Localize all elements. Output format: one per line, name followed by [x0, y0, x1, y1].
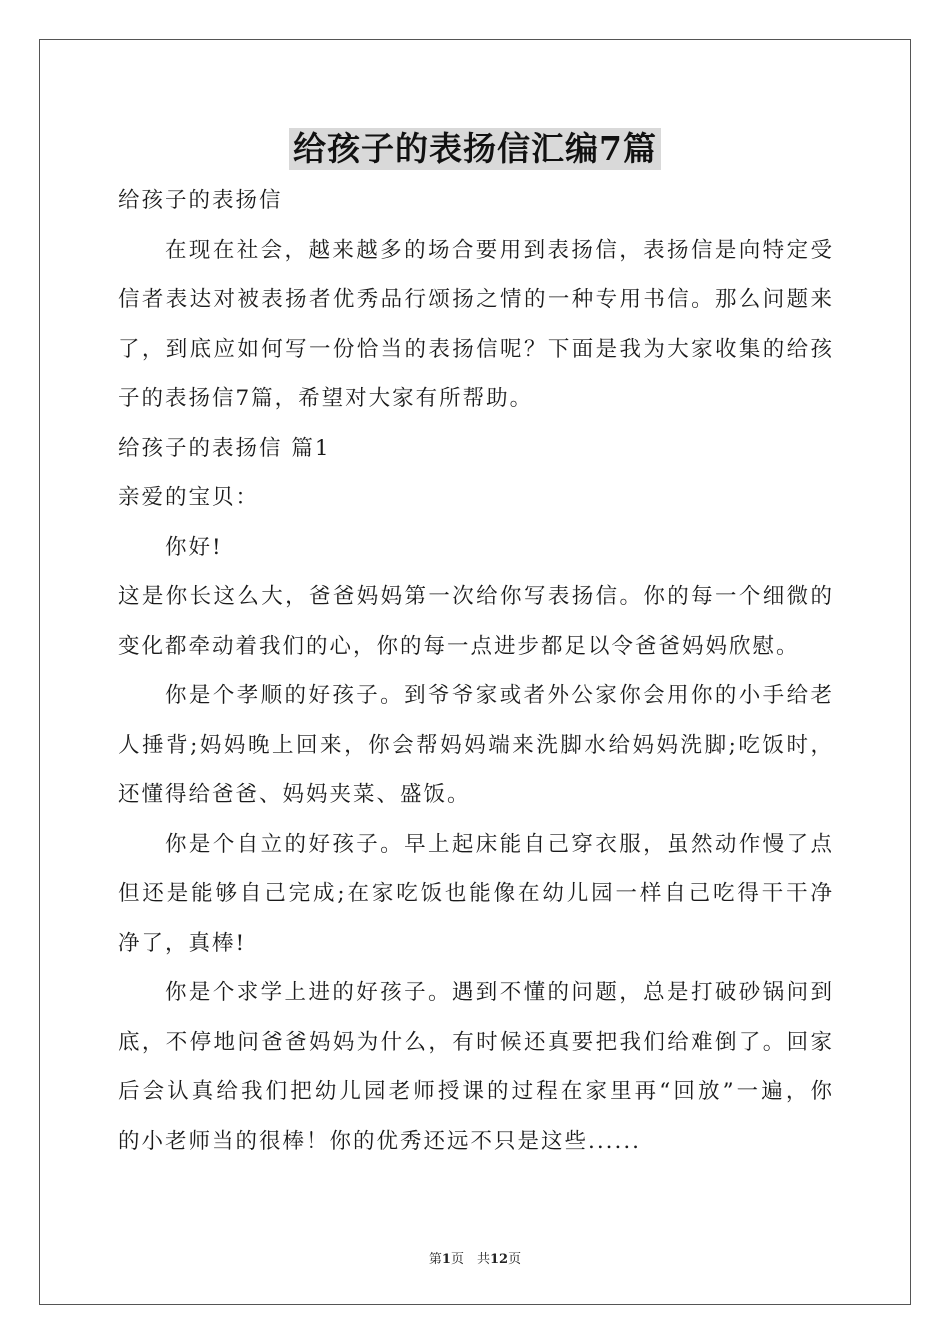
footer-mid: 页 共 — [450, 1252, 490, 1267]
text-line: 你是个求学上进的好孩子。遇到不懂的问题，总是打破砂锅问到 — [165, 980, 834, 1005]
footer-suffix: 页 — [508, 1252, 522, 1267]
text-line: 了，到底应如何写一份恰当的表扬信呢？下面是我为大家收集的给孩 — [118, 336, 834, 362]
text-line: 在现在社会，越来越多的场合要用到表扬信，表扬信是向特定受 — [165, 237, 834, 263]
text-line: 你是个自立的好孩子。早上起床能自己穿衣服，虽然动作慢了点 — [165, 831, 834, 857]
text-line: 亲爱的宝贝： — [118, 485, 260, 510]
footer-prefix: 第 — [428, 1252, 442, 1267]
document-body — [118, 176, 834, 1166]
text-line: 还懂得给爸爸、妈妈夹菜、盛饭。 — [118, 782, 471, 807]
page-footer — [0, 1248, 950, 1267]
text-line: 给孩子的表扬信 — [118, 188, 283, 213]
document-title: 给孩子的表扬信汇编7篇 — [289, 128, 661, 170]
text-line: 后会认真给我们把幼儿园老师授课的过程在家里再“回放”一遍，你 — [118, 1079, 834, 1104]
text-line: 这是你长这么大，爸爸妈妈第一次给你写表扬信。你的每一个细微的 — [118, 584, 834, 609]
text-line: 底，不停地问爸爸妈妈为什么，有时候还真要把我们给难倒了。回家 — [118, 1029, 834, 1055]
text-line: 净了，真棒! — [118, 930, 247, 956]
text-line: 但还是能够自己完成;在家吃饭也能像在幼儿园一样自己吃得干干净 — [118, 881, 834, 906]
footer-total-pages: 12 — [489, 1252, 509, 1267]
text-line: 信者表达对被表扬者优秀品行颂扬之情的一种专用书信。那么问题来 — [118, 287, 834, 312]
text-line: 人捶背;妈妈晚上回来，你会帮妈妈端来洗脚水给妈妈洗脚;吃饭时， — [118, 732, 834, 758]
text-line: 变化都牵动着我们的心，你的每一点进步都足以令爸爸妈妈欣慰。 — [118, 633, 800, 659]
text-line: 的小老师当的很棒！你的优秀还远不只是这些...... — [118, 1128, 642, 1154]
text-line: 你是个孝顺的好孩子。到爷爷家或者外公家你会用你的小手给老 — [165, 683, 834, 708]
text-line: 子的表扬信7篇，希望对大家有所帮助。 — [118, 386, 534, 411]
footer-current-page: 1 — [441, 1252, 451, 1267]
title-container — [0, 128, 950, 170]
text-line: 你好! — [165, 534, 223, 560]
text-line: 给孩子的表扬信 篇1 — [118, 435, 331, 461]
